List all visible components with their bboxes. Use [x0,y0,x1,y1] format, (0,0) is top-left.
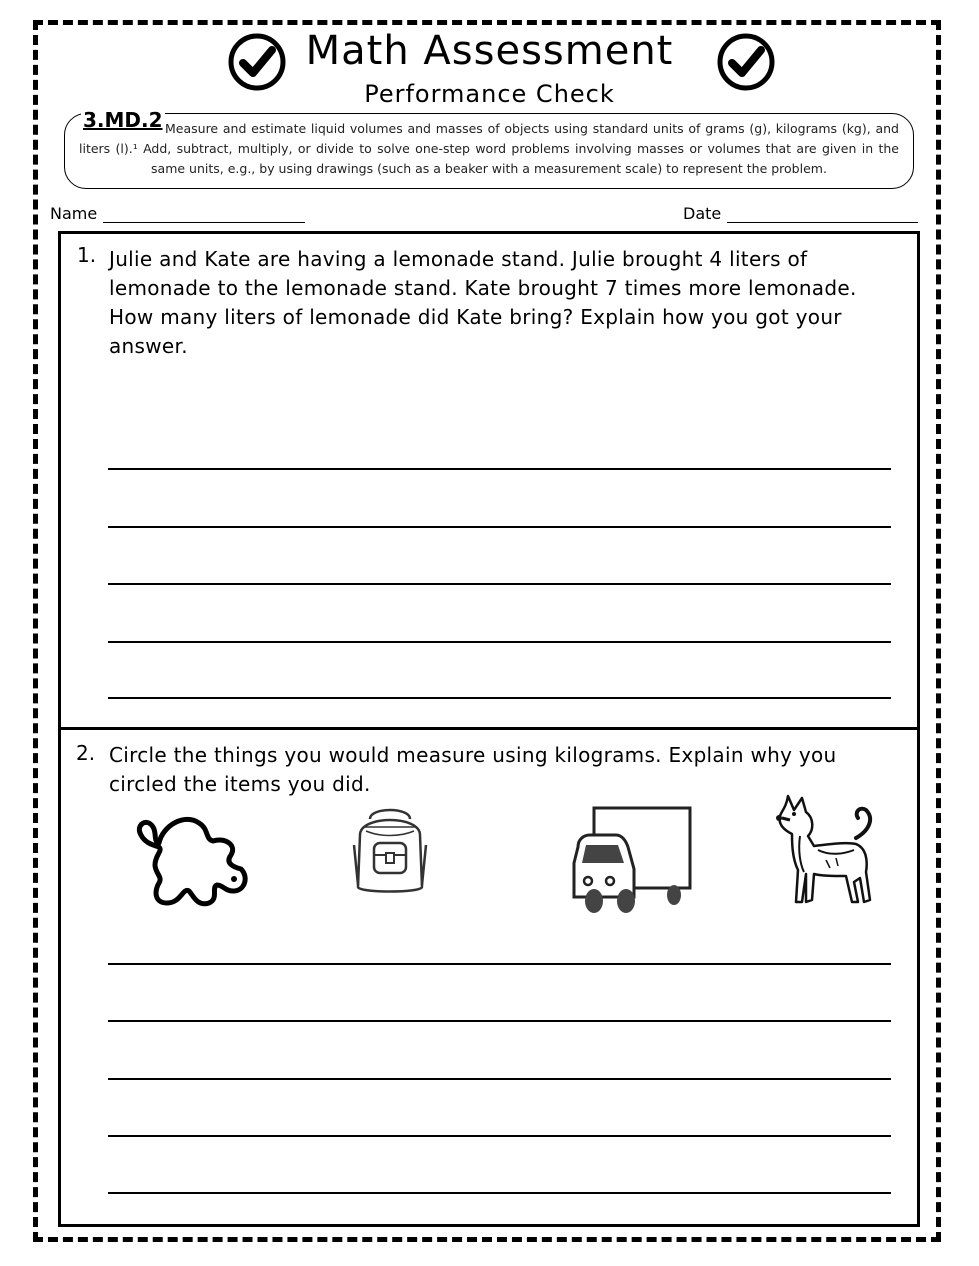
truck-picture[interactable] [570,805,692,915]
answer-line[interactable] [108,1192,891,1194]
question-divider [58,727,920,730]
answer-line[interactable] [108,1078,891,1080]
answer-line[interactable] [108,1135,891,1137]
date-field[interactable] [727,222,918,223]
answer-line[interactable] [108,697,891,699]
dog-picture[interactable] [774,790,882,908]
answer-line[interactable] [108,1020,891,1022]
backpack-picture[interactable] [350,805,430,897]
answer-line[interactable] [108,641,891,643]
question-2-number: 2. [76,741,96,765]
answer-line[interactable] [108,583,891,585]
name-label: Name [50,204,98,223]
date-label: Date [683,204,722,223]
standard-text: Measure and estimate liquid volumes and masses of objects using standard units of grams (g), kilograms (kg), and liters (l).¹ Add, subtract, multiply, or divide to solve one-step word problems involving masses or volumes that are given in the same units, e.g., by using drawings (such as a beaker with a measurement scale) to represent the problem. [79,121,899,176]
question-1-text: Julie and Kate are having a lemonade stand. Julie brought 4 liters of lemonade to the lemonade stand. Kate brought 7 times more lemonade. How many liters of lemonade did Kate bring? Explain how you got your answer. [109,247,857,358]
answer-line[interactable] [108,526,891,528]
leaf-picture[interactable] [133,815,248,908]
name-field[interactable] [103,222,305,223]
standard-code: 3.MD.2 [83,108,163,132]
page-subtitle: Performance Check [364,80,615,108]
answer-line[interactable] [108,468,891,470]
question-2-text: Circle the things you would measure using kilograms. Explain why you circled the items you did. [109,743,837,796]
question-1-number: 1. [77,243,97,267]
answer-line[interactable] [108,963,891,965]
standard-box [64,108,914,189]
page-title: Math Assessment [305,28,674,74]
